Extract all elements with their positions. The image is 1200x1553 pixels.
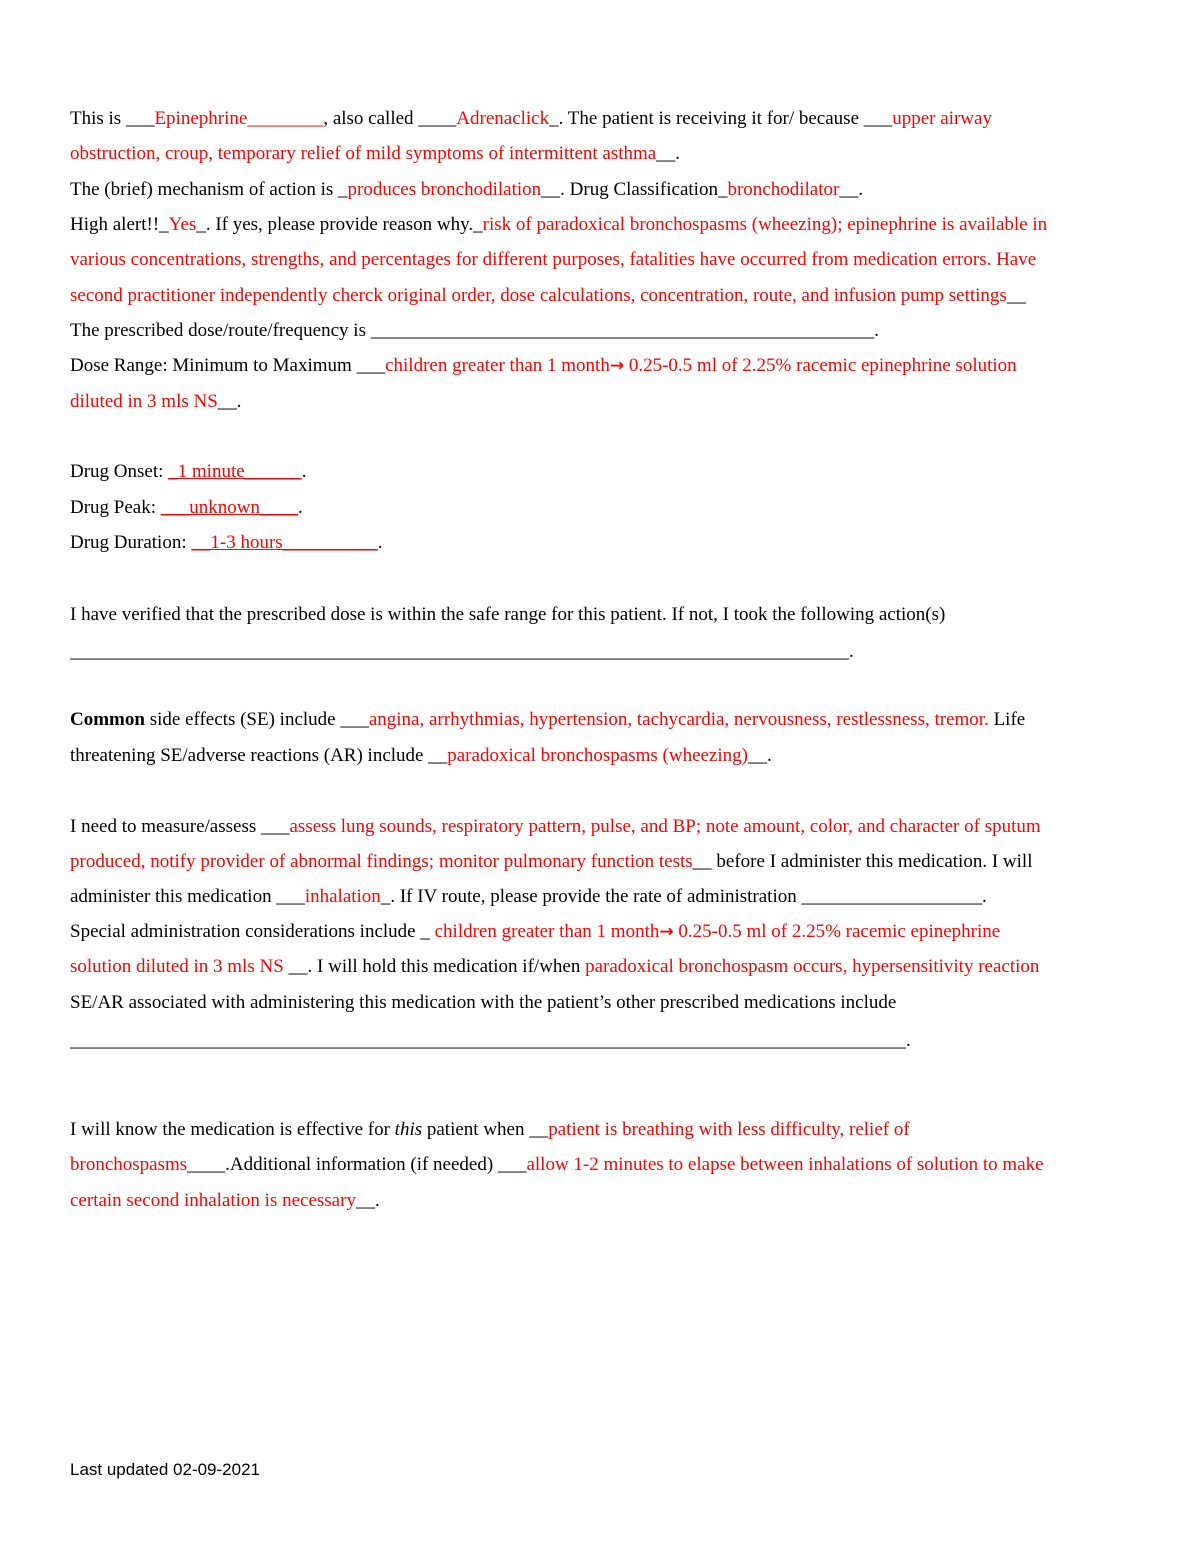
text-segment: _. The patient is receiving it for/ because ___ xyxy=(549,108,893,129)
right-arrow-icon: → xyxy=(609,356,625,376)
assessment-answer: produced, notify provider of abnormal findings; monitor pulmonary function tests xyxy=(70,851,693,872)
high-alert-reason-line xyxy=(70,248,1036,272)
effectiveness-line xyxy=(70,1118,910,1142)
assessment-line xyxy=(70,850,1032,874)
text-segment: side effects (SE) include ___ xyxy=(144,709,369,730)
dose-range-line xyxy=(70,390,242,414)
dose-range-line xyxy=(70,354,1017,378)
text-segment: __. xyxy=(656,143,680,164)
classification-answer: bronchodilator xyxy=(727,179,840,200)
special-considerations-answer: solution diluted in 3 mls NS xyxy=(70,956,284,977)
text-segment: __ xyxy=(1006,285,1026,306)
mechanism-line xyxy=(70,178,863,202)
adverse-reactions-line xyxy=(70,744,772,768)
interactions-blank-line xyxy=(70,1029,911,1053)
assessment-answer: assess lung sounds, respiratory pattern, pulse, and BP; note amount, color, and character of sputum xyxy=(289,816,1041,837)
text-segment: _. If yes, please provide reason why._ xyxy=(196,214,483,235)
side-effects-line xyxy=(70,708,1025,732)
indication-answer: upper airway xyxy=(892,108,992,129)
text-segment: __. xyxy=(839,179,864,200)
text-segment: administer this medication ___ xyxy=(70,886,305,907)
last-updated-footer: Last updated 02-09-2021 xyxy=(70,1460,260,1479)
interactions-line xyxy=(70,991,896,1015)
special-considerations-line xyxy=(70,920,1000,944)
high-alert-reason: second practitioner independently cherck original order, dose calculations, concentration, route, and infusion pump settings xyxy=(70,285,1007,306)
text-segment: __. Drug Classification_ xyxy=(541,179,728,200)
text-segment: . xyxy=(377,532,383,553)
assessment-line xyxy=(70,815,1041,839)
text-segment: Life xyxy=(988,709,1026,730)
additional-info-line xyxy=(70,1153,1044,1177)
high-alert-reason: various concentrations, strengths, and percentages for different purposes, fatalities have occurred from medication errors. Have xyxy=(70,249,1037,270)
route-line xyxy=(70,885,987,909)
text-segment: Special administration considerations include _ xyxy=(70,921,430,942)
hold-medication-answer: paradoxical bronchospasm occurs, hypersensitivity reaction xyxy=(585,956,1040,977)
indication-answer: obstruction, croup, temporary relief of mild symptoms of intermittent asthma xyxy=(70,143,657,164)
drug-peak-line xyxy=(70,496,303,520)
text-segment: I need to measure/assess ___ xyxy=(70,816,290,837)
prescribed-dose-line xyxy=(70,319,879,343)
text-segment: ____.Additional information (if needed) ___ xyxy=(187,1154,527,1175)
peak-answer: ___unknown____ xyxy=(160,497,298,518)
action-blank-line xyxy=(70,640,854,664)
drug-onset-line xyxy=(70,460,306,484)
drug-name-answer: Epinephrine________ xyxy=(154,108,324,129)
blank-line: _____________________________________________________. xyxy=(370,320,879,341)
text-segment: The (brief) mechanism of action is _ xyxy=(70,179,348,200)
side-effects-answer: angina, arrhythmias, hypertension, tachycardia, nervousness, restlessness, tremor. xyxy=(368,709,989,730)
text-segment: Dose Range: Minimum to Maximum ___ xyxy=(70,355,386,376)
common-label: Common xyxy=(70,709,145,730)
text-segment: This is ___ xyxy=(70,108,155,129)
high-alert-answer: Yes xyxy=(168,214,197,235)
duration-answer: __1-3 hours__________ xyxy=(191,532,378,553)
high-alert-reason: risk of paradoxical bronchospasms (wheezing); epinephrine is available in xyxy=(482,214,1048,235)
text-segment: . xyxy=(298,497,303,518)
text-segment: I will know the medication is effective for xyxy=(70,1119,395,1140)
effectiveness-answer: patient is breathing with less difficulty, relief of xyxy=(548,1119,910,1140)
text-segment: patient when __ xyxy=(422,1119,549,1140)
text-segment: Drug Onset: xyxy=(70,461,169,482)
special-considerations-answer: children greater than 1 month xyxy=(429,921,660,942)
dose-range-answer: 0.25-0.5 ml of 2.25% racemic epinephrine solution xyxy=(624,355,1017,376)
emphasis-text: this xyxy=(394,1119,423,1140)
indication-line xyxy=(70,142,680,166)
verification-line xyxy=(70,603,945,627)
mechanism-answer: produces bronchodilation xyxy=(347,179,542,200)
additional-info-answer: certain second inhalation is necessary xyxy=(70,1190,356,1211)
effectiveness-answer: bronchospasms xyxy=(70,1154,188,1175)
brand-name-answer: Adrenaclick xyxy=(456,108,550,129)
text-segment: , also called ____ xyxy=(323,108,457,129)
text-segment: I have verified that the prescribed dose is within the safe range for this patient. If not, I took the following action(s) xyxy=(70,604,946,625)
drug-duration-line xyxy=(70,531,382,555)
dose-range-answer: children greater than 1 month xyxy=(385,355,610,376)
text-segment: Drug Duration: xyxy=(70,532,192,553)
text-segment: __. xyxy=(355,1190,380,1211)
blank-line: ________________________________________________________________________________________. xyxy=(70,1030,911,1051)
hold-medication-line xyxy=(70,955,1039,979)
text-segment: __. I will hold this medication if/when xyxy=(283,956,586,977)
text-segment: __. xyxy=(747,745,772,766)
text-segment: __. xyxy=(217,391,242,412)
special-considerations-answer: 0.25-0.5 ml of 2.25% racemic epinephrine xyxy=(673,921,1001,942)
text-segment: Drug Peak: xyxy=(70,497,161,518)
drug-name-line xyxy=(70,107,992,131)
right-arrow-icon: → xyxy=(659,922,674,942)
blank-line: __________________________________________________________________________________. xyxy=(70,641,854,662)
text-segment: . xyxy=(301,461,307,482)
route-answer: inhalation xyxy=(304,886,381,907)
text-segment: threatening SE/adverse reactions (AR) include __ xyxy=(70,745,448,766)
high-alert-reason-line xyxy=(70,284,1026,308)
text-segment: SE/AR associated with administering this medication with the patient’s other prescribed medications include xyxy=(70,992,897,1013)
text-segment: High alert!!_ xyxy=(70,214,169,235)
text-segment: __ before I administer this medication. I will xyxy=(692,851,1033,872)
onset-answer: _1 minute______ xyxy=(168,461,302,482)
additional-info-line xyxy=(70,1189,380,1213)
text-segment: _. If IV route, please provide the rate of administration ___________________. xyxy=(380,886,987,907)
additional-info-answer: allow 1-2 minutes to elapse between inhalations of solution to make xyxy=(526,1154,1044,1175)
high-alert-line xyxy=(70,213,1047,237)
text-segment: The prescribed dose/route/frequency is xyxy=(70,320,371,341)
adverse-reactions-answer: paradoxical bronchospasms (wheezing) xyxy=(447,745,748,766)
dose-range-answer: diluted in 3 mls NS xyxy=(70,391,218,412)
